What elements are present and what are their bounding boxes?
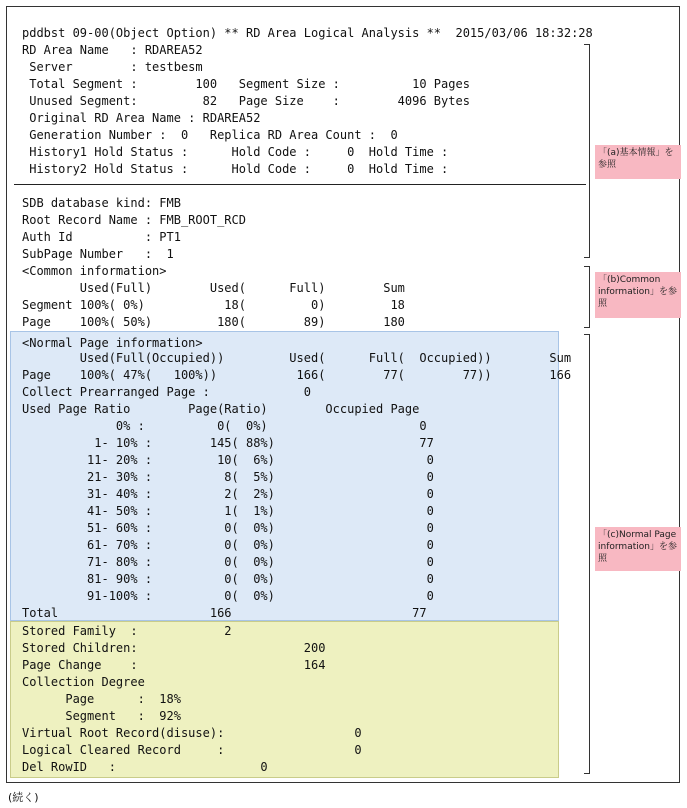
- section-divider: [14, 184, 586, 185]
- ratio-row: 51- 60% : 0( 0%) 0: [22, 521, 434, 535]
- ratio-row: 1- 10% : 145( 88%) 77: [22, 436, 434, 450]
- ratio-row: 91-100% : 0( 0%) 0: [22, 589, 434, 603]
- stored-line: Page Change : 164: [22, 658, 326, 672]
- sdb-line: Root Record Name : FMB_ROOT_RCD: [22, 213, 246, 227]
- note-basic: 「(a)基本情報」を参照: [595, 145, 681, 179]
- normal-line: Collect Prearranged Page : 0: [22, 385, 311, 399]
- stored-line: Segment : 92%: [22, 709, 181, 723]
- ratio-row: 41- 50% : 1( 1%) 0: [22, 504, 434, 518]
- note-normal: 「(c)Normal Page information」を参照: [595, 527, 681, 571]
- sdb-line: SubPage Number : 1: [22, 247, 174, 261]
- stored-line: Virtual Root Record(disuse): 0: [22, 726, 362, 740]
- basic-line: Unused Segment: 82 Page Size : 4096 Bytes: [22, 94, 470, 108]
- report-header: pddbst 09-00(Object Option) ** RD Area Logical Analysis ** 2015/03/06 18:32:28: [22, 26, 593, 40]
- ratio-row: 31- 40% : 2( 2%) 0: [22, 487, 434, 501]
- stored-line: Collection Degree: [22, 675, 145, 689]
- stored-line: Logical Cleared Record : 0: [22, 743, 362, 757]
- ratio-row: 11- 20% : 10( 6%) 0: [22, 453, 434, 467]
- sdb-line: Auth Id : PT1: [22, 230, 181, 244]
- basic-line: Original RD Area Name : RDAREA52: [22, 111, 261, 125]
- continued-label: (続く): [8, 791, 39, 804]
- ratio-row: 61- 70% : 0( 0%) 0: [22, 538, 434, 552]
- stored-line: Stored Family : 2: [22, 624, 232, 638]
- normal-line: <Normal Page information>: [22, 336, 203, 350]
- normal-line: Used Page Ratio Page(Ratio) Occupied Page: [22, 402, 420, 416]
- basic-line: History2 Hold Status : Hold Code : 0 Hold Time :: [22, 162, 449, 176]
- bracket-normal: [584, 334, 590, 774]
- basic-line: RD Area Name : RDAREA52: [22, 43, 203, 57]
- stored-line: Stored Children: 200: [22, 641, 326, 655]
- bracket-common: [584, 266, 590, 328]
- basic-line: Generation Number : 0 Replica RD Area Count : 0: [22, 128, 398, 142]
- sdb-line: SDB database kind: FMB: [22, 196, 181, 210]
- common-line: Segment 100%( 0%) 18( 0) 18: [22, 298, 405, 312]
- ratio-row: 0% : 0( 0%) 0: [22, 419, 427, 433]
- ratio-row: 21- 30% : 8( 5%) 0: [22, 470, 434, 484]
- common-line: <Common information>: [22, 264, 167, 278]
- ratio-row: 81- 90% : 0( 0%) 0: [22, 572, 434, 586]
- common-line: Page 100%( 50%) 180( 89) 180: [22, 315, 405, 329]
- stored-line: Del RowID : 0: [22, 760, 268, 774]
- basic-line: History1 Hold Status : Hold Code : 0 Hold Time :: [22, 145, 449, 159]
- common-line: Used(Full) Used( Full) Sum: [22, 281, 405, 295]
- basic-line: Total Segment : 100 Segment Size : 10 Pages: [22, 77, 470, 91]
- normal-line: Page 100%( 47%( 100%)) 166( 77( 77)) 166: [22, 368, 572, 382]
- stored-line: Page : 18%: [22, 692, 181, 706]
- total-row: Total 166 77: [22, 606, 427, 620]
- basic-line: Server : testbesm: [22, 60, 203, 74]
- ratio-row: 71- 80% : 0( 0%) 0: [22, 555, 434, 569]
- note-common: 「(b)Common information」を参照: [595, 272, 681, 318]
- normal-line: Used(Full(Occupied)) Used( Full( Occupied)) Sum: [22, 351, 572, 365]
- bracket-basic: [584, 44, 590, 258]
